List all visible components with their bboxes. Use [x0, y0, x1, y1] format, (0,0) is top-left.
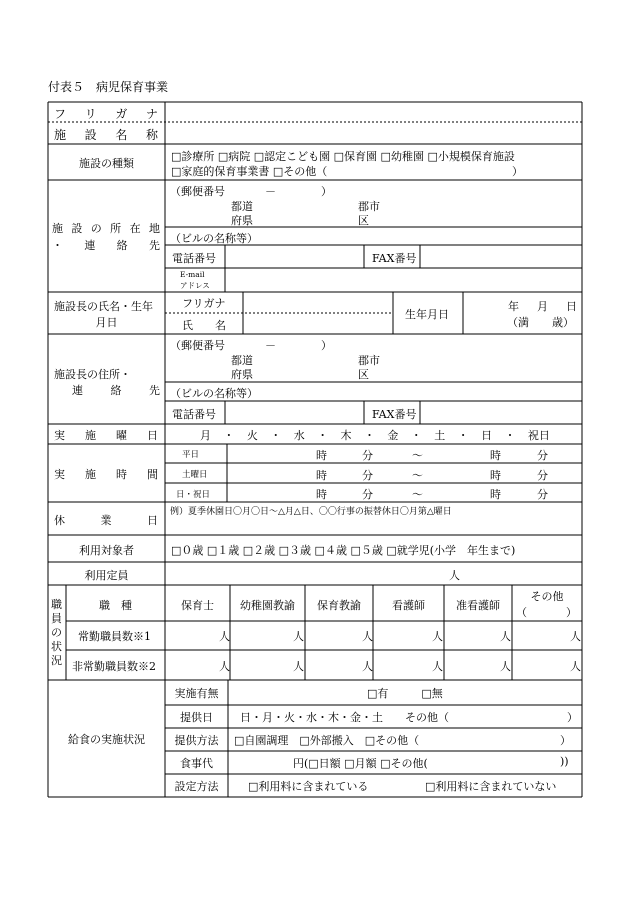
- hours-tilde: ～: [412, 488, 423, 501]
- hours-label: 実 施 時 間: [54, 468, 158, 481]
- target-label: 利用対象者: [79, 544, 134, 557]
- meals-row-label: 設定方法: [174, 780, 219, 793]
- staff-unit: 人: [432, 660, 443, 673]
- fuken-label: 府県: [231, 214, 253, 227]
- director-fuken-label: 府県: [231, 368, 253, 381]
- ku-label: 区: [358, 214, 369, 227]
- closed-label: 休 業 日: [54, 514, 158, 527]
- hours-fun: 分: [362, 488, 373, 501]
- meals-row-label: 提供方法: [174, 734, 219, 747]
- weekday-options[interactable]: 月 ・ 火 ・ 水 ・ 木 ・ 金 ・ 土 ・ 日 ・ 祝日: [200, 429, 550, 442]
- staff-unit: 人: [362, 660, 373, 673]
- meals-row-value[interactable]: □利用料に含まれている: [248, 780, 369, 793]
- fax-label: FAX番号: [372, 252, 417, 265]
- meals-row-label: 実施有無: [174, 687, 219, 700]
- meals-row-label: 食事代: [180, 757, 213, 770]
- director-label-2: 月日: [95, 316, 118, 329]
- staff-unit: 人: [293, 630, 304, 643]
- phone-label: 電話番号: [172, 252, 216, 265]
- hours-fun: 分: [362, 469, 373, 482]
- day-label: 日: [566, 300, 577, 313]
- hours-row-weekday: 平日: [182, 450, 200, 460]
- director-todo-label: 都道: [231, 354, 253, 367]
- director-postal-dash: －: [265, 339, 276, 352]
- staff-unit: 人: [500, 660, 511, 673]
- hours-fun: 分: [537, 469, 548, 482]
- weekday-label: 実 施 曜 日: [54, 429, 158, 442]
- staff-other-paren-close: ）: [566, 606, 577, 619]
- hours-fun: 分: [362, 449, 373, 462]
- capacity-label: 利用定員: [84, 569, 129, 582]
- staff-col-hoikushi: 保育士: [181, 599, 214, 612]
- closed-example: 例）夏季休園日〇月〇日～△月△日、〇〇行事の振替休日〇月第△曜日: [170, 507, 452, 517]
- hours-tilde: ～: [412, 469, 423, 482]
- director-postal-label: （郵便番号: [170, 339, 225, 352]
- todo-label: 都道: [231, 200, 253, 213]
- staff-kind-header: 職 種: [99, 599, 132, 612]
- hours-tilde: ～: [412, 449, 423, 462]
- birthdate-label: 生年月日: [405, 308, 449, 321]
- staff-col-kindergarten: 幼稚園教諭: [240, 599, 295, 612]
- staff-unit: 人: [570, 660, 581, 673]
- meals-row-label: 提供日: [180, 711, 213, 724]
- hours-ji: 時: [316, 449, 327, 462]
- staff-unit: 人: [432, 630, 443, 643]
- hours-ji: 時: [316, 469, 327, 482]
- building-label: （ビルの名称等）: [170, 232, 258, 245]
- staff-unit: 人: [362, 630, 373, 643]
- address-label-1: 施 設 の 所 在 地: [52, 222, 160, 235]
- staff-unit: 人: [219, 660, 230, 673]
- director-address-label-2: 連 絡 先: [72, 384, 160, 397]
- director-label-1: 施設長の氏名・生年: [54, 300, 153, 313]
- facility-type-close: ）: [512, 165, 523, 178]
- staff-unit: 人: [570, 630, 581, 643]
- meals-row-value-2[interactable]: □利用料に含まれていない: [425, 780, 557, 793]
- staff-side-label: 職 員 の 状 況: [51, 598, 62, 667]
- month-label: 月: [537, 300, 548, 313]
- address-label-2: ・ 連 絡 先: [52, 239, 160, 252]
- director-postal-close: ）: [321, 339, 332, 352]
- email-label-1: E-mail: [180, 270, 205, 279]
- furigana-label: フ リ ガ ナ: [54, 107, 158, 121]
- age-close-label: 歳）: [552, 316, 574, 329]
- staff-other-paren-open: （: [516, 606, 527, 619]
- director-furigana-label: フリガナ: [182, 297, 226, 310]
- postal-code-label: （郵便番号: [170, 185, 225, 198]
- page-title: 付表５ 病児保育事業: [48, 80, 169, 94]
- director-ku-label: 区: [358, 368, 369, 381]
- meals-row-close: ）: [560, 734, 571, 747]
- meals-row-value[interactable]: □自園調理 □外部搬入 □その他（: [234, 734, 420, 747]
- hours-fun: 分: [537, 449, 548, 462]
- email-label-2: アドレス: [180, 281, 210, 290]
- age-open-label: （満: [507, 316, 529, 329]
- staff-unit: 人: [500, 630, 511, 643]
- postal-code-dash: －: [265, 185, 276, 198]
- facility-type-label: 施設の種類: [79, 157, 134, 170]
- gunshi-label: 郡市: [358, 200, 380, 213]
- hours-row-holiday: 日・祝日: [176, 490, 211, 500]
- meals-label: 給食の実施状況: [68, 733, 145, 746]
- target-options[interactable]: □０歳 □１歳 □２歳 □３歳 □４歳 □５歳 □就学児(小学 年生まで): [171, 544, 516, 557]
- postal-code-close: ）: [321, 185, 332, 198]
- director-fax-label: FAX番号: [372, 408, 417, 421]
- staff-col-nurse: 看護師: [392, 599, 425, 612]
- director-gunshi-label: 郡市: [358, 354, 380, 367]
- hours-ji: 時: [490, 488, 501, 501]
- facility-name-label: 施 設 名 称: [54, 128, 158, 142]
- capacity-unit: 人: [449, 569, 460, 582]
- meals-row-value[interactable]: □有 □無: [367, 687, 443, 700]
- staff-col-assistant-nurse: 准看護師: [456, 599, 500, 612]
- director-phone-label: 電話番号: [172, 408, 216, 421]
- facility-type-options-1[interactable]: □診療所 □病院 □認定こども園 □保育園 □幼稚園 □小規模保育施設: [171, 150, 515, 163]
- meals-row-close: ）: [567, 711, 578, 724]
- hours-ji: 時: [316, 488, 327, 501]
- meals-row-close: )): [560, 755, 569, 768]
- director-building-label: （ビルの名称等）: [170, 387, 258, 400]
- hours-fun: 分: [537, 488, 548, 501]
- staff-col-other: その他: [530, 590, 564, 603]
- staff-unit: 人: [219, 630, 230, 643]
- director-name-label: 氏 名: [182, 319, 226, 332]
- hours-row-saturday: 土曜日: [182, 470, 208, 480]
- director-address-label-1: 施設長の住所・: [54, 368, 131, 381]
- staff-nonregular-label: 非常勤職員数※2: [72, 660, 156, 673]
- staff-regular-label: 常勤職員数※1: [78, 630, 151, 643]
- hours-ji: 時: [490, 449, 501, 462]
- meals-row-value[interactable]: 円(□日額 □月額 □その他(: [293, 757, 428, 770]
- meals-row-value[interactable]: 日・月・火・水・木・金・土 その他（: [240, 711, 449, 724]
- staff-col-hoikukyoyu: 保育教諭: [317, 599, 361, 612]
- facility-type-options-2[interactable]: □家庭的保育事業書 □その他（: [171, 165, 328, 178]
- year-label: 年: [508, 300, 519, 313]
- staff-unit: 人: [293, 660, 304, 673]
- hours-ji: 時: [490, 469, 501, 482]
